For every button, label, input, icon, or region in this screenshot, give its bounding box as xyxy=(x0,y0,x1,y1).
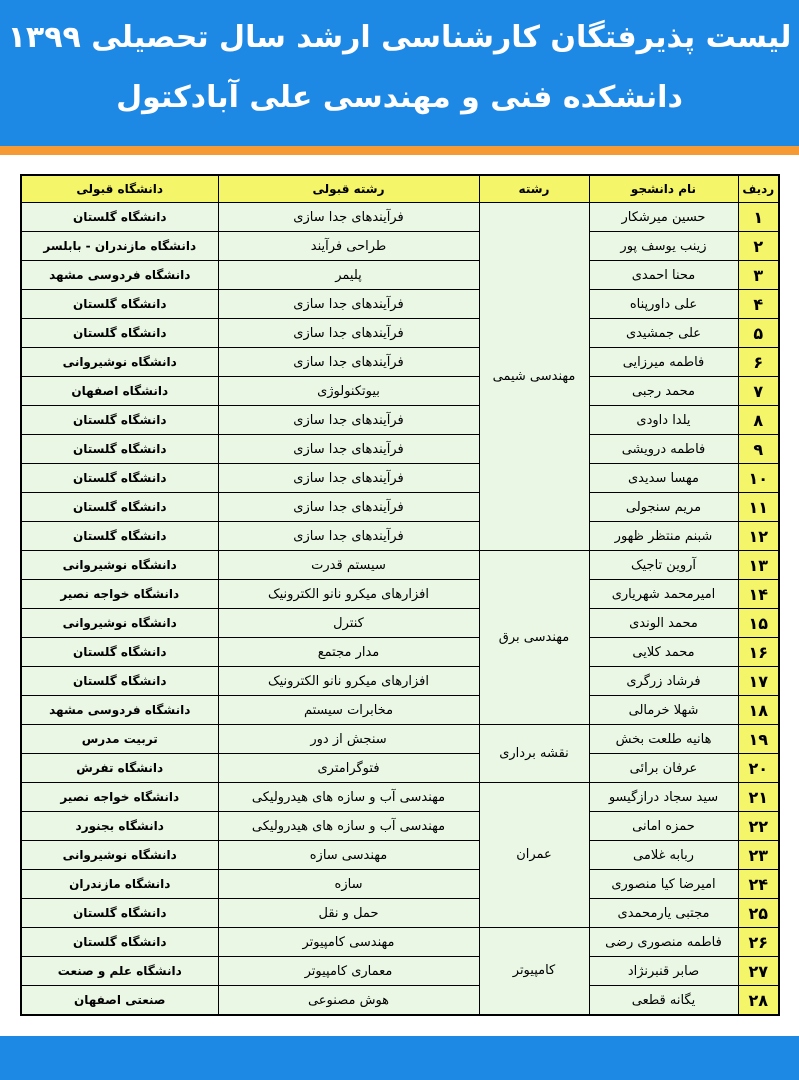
accepted-program: فرآیندهای جدا سازی xyxy=(218,522,479,551)
table-row xyxy=(21,957,779,986)
accepted-program: هوش مصنوعی xyxy=(218,986,479,1016)
row-number: ۲۰ xyxy=(738,754,779,783)
table-row xyxy=(21,667,779,696)
accepted-program: فرآیندهای جدا سازی xyxy=(218,406,479,435)
row-number: ۱۳ xyxy=(738,551,779,580)
student-name: مریم سنجولی xyxy=(589,493,738,522)
accepted-university: دانشگاه بجنورد xyxy=(21,812,218,841)
table-row xyxy=(21,464,779,493)
row-number: ۱۲ xyxy=(738,522,779,551)
accepted-program: افزارهای میکرو نانو الکترونیک xyxy=(218,580,479,609)
row-number: ۲۲ xyxy=(738,812,779,841)
table-row xyxy=(21,348,779,377)
row-number: ۹ xyxy=(738,435,779,464)
accepted-program: مهندسی سازه xyxy=(218,841,479,870)
row-number: ۱۷ xyxy=(738,667,779,696)
table-row xyxy=(21,551,779,580)
table-row xyxy=(21,928,779,957)
accepted-university: دانشگاه مازندران xyxy=(21,870,218,899)
student-name: علی جمشیدی xyxy=(589,319,738,348)
row-number: ۲۸ xyxy=(738,986,779,1016)
accepted-university: دانشگاه گلستان xyxy=(21,899,218,928)
student-name: مهسا سدیدی xyxy=(589,464,738,493)
student-name: فاطمه درویشی xyxy=(589,435,738,464)
header-accepted-university: دانشگاه قبولی xyxy=(21,175,218,203)
row-number: ۱۴ xyxy=(738,580,779,609)
student-name: محمد الوندی xyxy=(589,609,738,638)
row-number: ۲۱ xyxy=(738,783,779,812)
table-row xyxy=(21,319,779,348)
accepted-program: طراحی فرآیند xyxy=(218,232,479,261)
accepted-program: مهندسی آب و سازه های هیدرولیکی xyxy=(218,783,479,812)
accepted-university: دانشگاه نوشیروانی xyxy=(21,348,218,377)
student-name: هانیه طلعت بخش xyxy=(589,725,738,754)
accepted-university: دانشگاه گلستان xyxy=(21,493,218,522)
accepted-program: معماری کامپیوتر xyxy=(218,957,479,986)
row-number: ۱۹ xyxy=(738,725,779,754)
table-row xyxy=(21,580,779,609)
page-subtitle: دانشکده فنی و مهندسی علی آبادکتول xyxy=(116,80,683,115)
table-row xyxy=(21,812,779,841)
accepted-university: دانشگاه خواجه نصیر xyxy=(21,580,218,609)
student-name: عرفان برائی xyxy=(589,754,738,783)
row-number: ۱۸ xyxy=(738,696,779,725)
table-row xyxy=(21,870,779,899)
accepted-university: دانشگاه نوشیروانی xyxy=(21,841,218,870)
row-number: ۲۵ xyxy=(738,899,779,928)
row-number: ۷ xyxy=(738,377,779,406)
accent-stripe xyxy=(0,146,799,155)
row-number: ۱۱ xyxy=(738,493,779,522)
student-name: فاطمه میرزایی xyxy=(589,348,738,377)
accepted-program: فرآیندهای جدا سازی xyxy=(218,203,479,232)
row-number: ۶ xyxy=(738,348,779,377)
header-banner xyxy=(0,0,799,146)
table-row xyxy=(21,290,779,319)
accepted-university: دانشگاه گلستان xyxy=(21,435,218,464)
accepted-university: دانشگاه گلستان xyxy=(21,319,218,348)
accepted-university: دانشگاه نوشیروانی xyxy=(21,551,218,580)
student-name: صابر قنبرنژاد xyxy=(589,957,738,986)
table-row xyxy=(21,203,779,232)
row-number: ۱۶ xyxy=(738,638,779,667)
student-name: مجتبی یارمحمدی xyxy=(589,899,738,928)
accepted-university: دانشگاه گلستان xyxy=(21,638,218,667)
student-name: فاطمه منصوری رضی xyxy=(589,928,738,957)
student-name: شهلا خرمالی xyxy=(589,696,738,725)
student-name: زینب یوسف پور xyxy=(589,232,738,261)
table-row xyxy=(21,783,779,812)
table-row xyxy=(21,493,779,522)
header-accepted-program: رشته قبولی xyxy=(218,175,479,203)
accepted-program: فرآیندهای جدا سازی xyxy=(218,435,479,464)
student-name: علی داورپناه xyxy=(589,290,738,319)
accepted-university: دانشگاه تفرش xyxy=(21,754,218,783)
student-name: امیرضا کیا منصوری xyxy=(589,870,738,899)
accepted-university: دانشگاه علم و صنعت xyxy=(21,957,218,986)
student-name: محمد رجبی xyxy=(589,377,738,406)
accepted-program: فرآیندهای جدا سازی xyxy=(218,493,479,522)
accepted-university: تربیت مدرس xyxy=(21,725,218,754)
table-row xyxy=(21,609,779,638)
admissions-table xyxy=(20,174,780,1016)
accepted-university: دانشگاه اصفهان xyxy=(21,377,218,406)
accepted-program: مدار مجتمع xyxy=(218,638,479,667)
row-number: ۲۴ xyxy=(738,870,779,899)
row-number: ۲۳ xyxy=(738,841,779,870)
table-row xyxy=(21,725,779,754)
accepted-university: دانشگاه گلستان xyxy=(21,203,218,232)
student-name: محمد کلایی xyxy=(589,638,738,667)
student-name: آروین تاجیک xyxy=(589,551,738,580)
table-row xyxy=(21,638,779,667)
table-row xyxy=(21,406,779,435)
header-major: رشته xyxy=(479,175,589,203)
table-row xyxy=(21,696,779,725)
accepted-program: حمل و نقل xyxy=(218,899,479,928)
accepted-university: دانشگاه گلستان xyxy=(21,290,218,319)
accepted-program: فرآیندهای جدا سازی xyxy=(218,319,479,348)
accepted-university: دانشگاه گلستان xyxy=(21,464,218,493)
accepted-university: دانشگاه نوشیروانی xyxy=(21,609,218,638)
accepted-university: دانشگاه مازندران - بابلسر xyxy=(21,232,218,261)
student-name: یلدا داودی xyxy=(589,406,738,435)
accepted-university: دانشگاه فردوسی مشهد xyxy=(21,261,218,290)
student-name: فرشاد زرگری xyxy=(589,667,738,696)
row-number: ۴ xyxy=(738,290,779,319)
major-cell: عمران xyxy=(479,783,589,928)
table-row xyxy=(21,754,779,783)
major-cell: نقشه برداری xyxy=(479,725,589,783)
row-number: ۱ xyxy=(738,203,779,232)
accepted-program: فتوگرامتری xyxy=(218,754,479,783)
row-number: ۲ xyxy=(738,232,779,261)
accepted-program: فرآیندهای جدا سازی xyxy=(218,464,479,493)
accepted-university: دانشگاه گلستان xyxy=(21,406,218,435)
accepted-program: بیوتکنولوژی xyxy=(218,377,479,406)
footer-bar xyxy=(0,1036,799,1080)
accepted-program: کنترل xyxy=(218,609,479,638)
accepted-program: سنجش از دور xyxy=(218,725,479,754)
accepted-program: پلیمر xyxy=(218,261,479,290)
page-title: لیست پذیرفتگان کارشناسی ارشد سال تحصیلی ۱۳۹۹ xyxy=(7,20,792,55)
student-name: سید سجاد درازگیسو xyxy=(589,783,738,812)
table-row xyxy=(21,522,779,551)
table-row xyxy=(21,435,779,464)
table-row xyxy=(21,232,779,261)
row-number: ۵ xyxy=(738,319,779,348)
accepted-program: سازه xyxy=(218,870,479,899)
accepted-university: دانشگاه فردوسی مشهد xyxy=(21,696,218,725)
table-header-row xyxy=(21,175,779,203)
accepted-university: دانشگاه گلستان xyxy=(21,667,218,696)
student-name: امیرمحمد شهریاری xyxy=(589,580,738,609)
accepted-program: فرآیندهای جدا سازی xyxy=(218,290,479,319)
student-name: یگانه قطعی xyxy=(589,986,738,1016)
header-row-number: ردیف xyxy=(738,175,779,203)
accepted-program: افزارهای میکرو نانو الکترونیک xyxy=(218,667,479,696)
accepted-program: فرآیندهای جدا سازی xyxy=(218,348,479,377)
table-row xyxy=(21,986,779,1016)
row-number: ۳ xyxy=(738,261,779,290)
student-name: حمزه امانی xyxy=(589,812,738,841)
student-name: ربابه غلامی xyxy=(589,841,738,870)
major-cell: کامپیوتر xyxy=(479,928,589,1016)
header-student-name: نام دانشجو xyxy=(589,175,738,203)
student-name: محنا احمدی xyxy=(589,261,738,290)
major-cell: مهندسی شیمی xyxy=(479,203,589,551)
accepted-university: دانشگاه گلستان xyxy=(21,522,218,551)
table-row xyxy=(21,899,779,928)
table-row xyxy=(21,377,779,406)
accepted-program: مهندسی آب و سازه های هیدرولیکی xyxy=(218,812,479,841)
row-number: ۲۶ xyxy=(738,928,779,957)
row-number: ۸ xyxy=(738,406,779,435)
row-number: ۲۷ xyxy=(738,957,779,986)
accepted-university: صنعتی اصفهان xyxy=(21,986,218,1016)
accepted-program: مخابرات سیستم xyxy=(218,696,479,725)
student-name: حسین میرشکار xyxy=(589,203,738,232)
table-row xyxy=(21,261,779,290)
student-name: شبنم منتظر ظهور xyxy=(589,522,738,551)
accepted-university: دانشگاه خواجه نصیر xyxy=(21,783,218,812)
accepted-program: سیستم قدرت xyxy=(218,551,479,580)
table-row xyxy=(21,841,779,870)
major-cell: مهندسی برق xyxy=(479,551,589,725)
row-number: ۱۵ xyxy=(738,609,779,638)
accepted-program: مهندسی کامپیوتر xyxy=(218,928,479,957)
row-number: ۱۰ xyxy=(738,464,779,493)
accepted-university: دانشگاه گلستان xyxy=(21,928,218,957)
